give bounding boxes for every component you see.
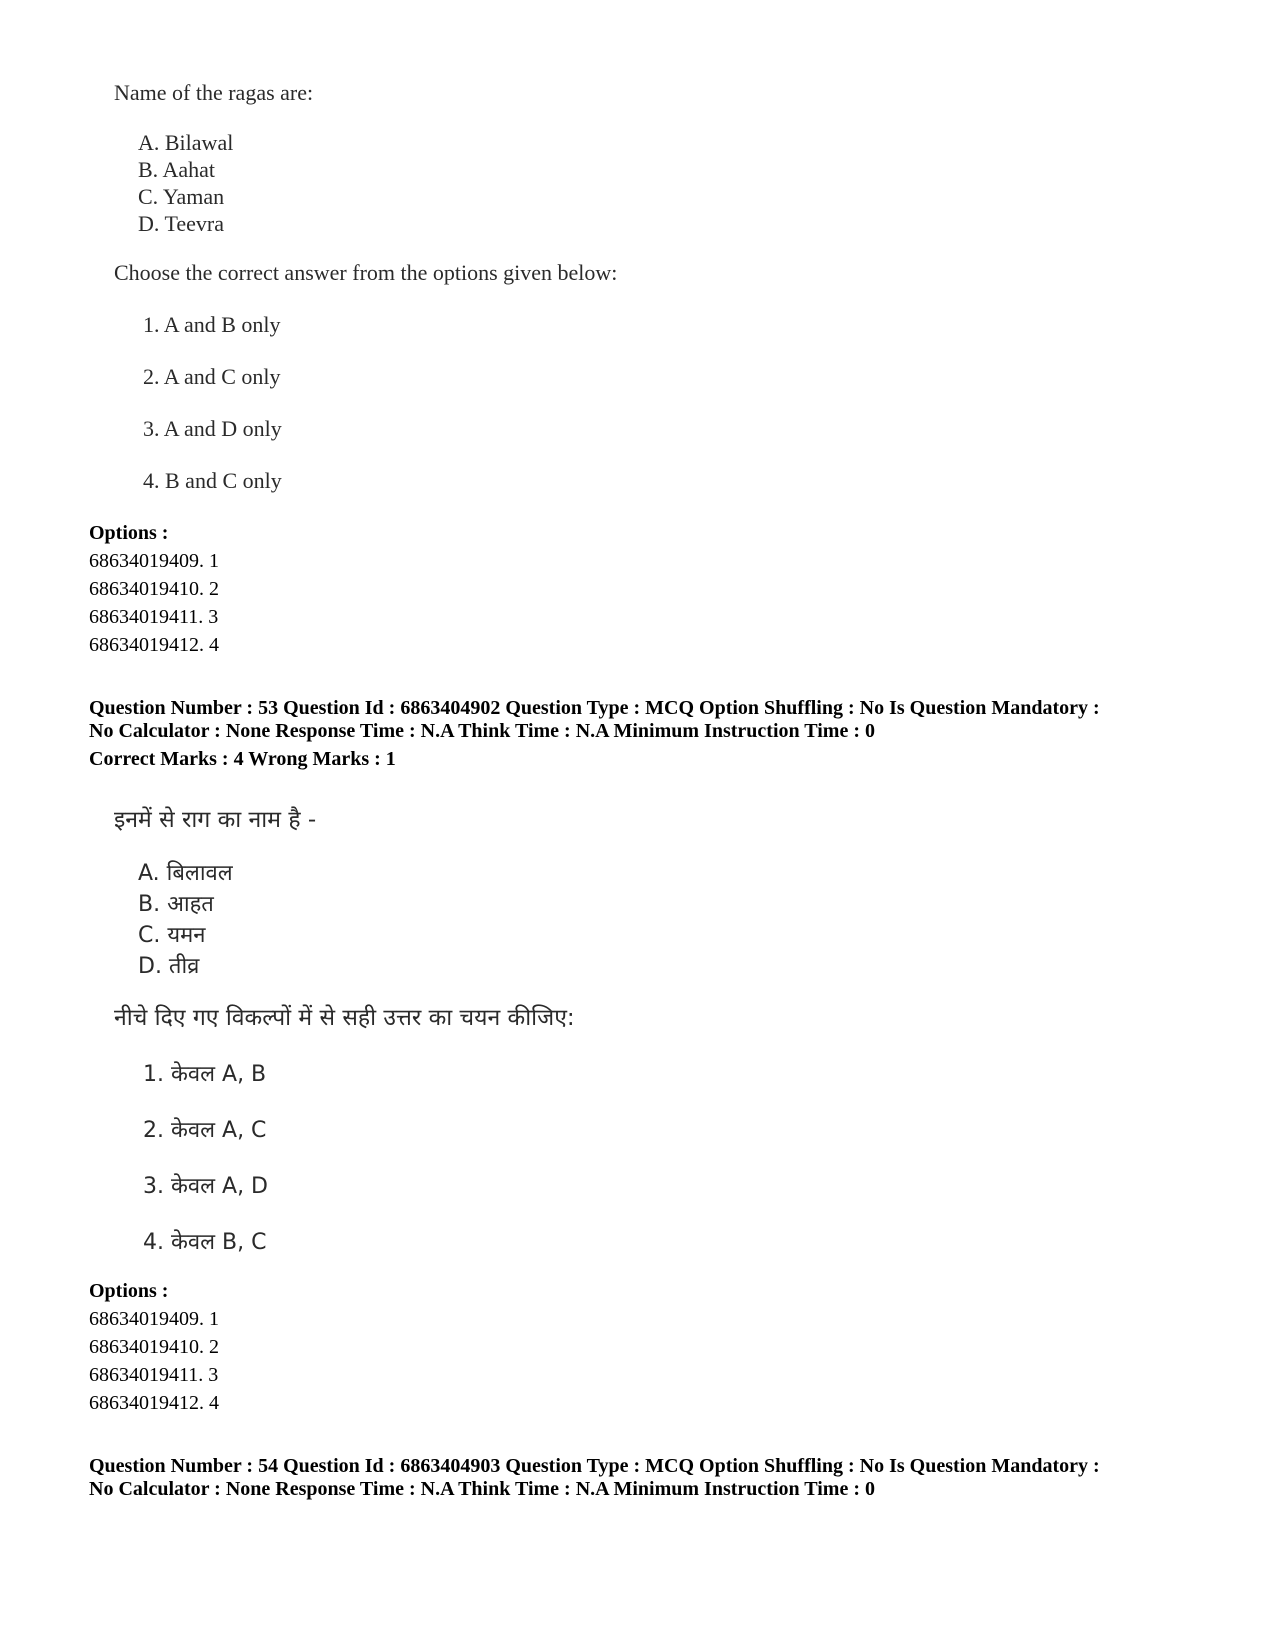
choice-2: 2. A and C only bbox=[143, 364, 281, 389]
option-row: 68634019411. 3 bbox=[89, 606, 219, 628]
option-row: 68634019409. 1 bbox=[89, 1308, 219, 1330]
question-marks: Correct Marks : 4 Wrong Marks : 1 bbox=[89, 748, 396, 770]
options-heading: Options : bbox=[89, 1280, 169, 1302]
choice-3-hindi: 3. केवल A, D bbox=[143, 1174, 268, 1199]
option-row: 68634019409. 1 bbox=[89, 550, 219, 572]
question-meta-line-1: Question Number : 54 Question Id : 6863404903 Question Type : MCQ Option Shuffling : No Is Question Mandatory : bbox=[89, 1455, 1100, 1477]
raga-item-d: D. Teevra bbox=[138, 211, 225, 236]
option-row: 68634019412. 4 bbox=[89, 634, 219, 656]
choice-2-hindi: 2. केवल A, C bbox=[143, 1118, 267, 1143]
option-row: 68634019410. 2 bbox=[89, 1336, 219, 1358]
instruction-hindi: नीचे दिए गए विकल्पों में से सही उत्तर का चयन कीजिए: bbox=[114, 1005, 575, 1031]
question-meta-line-1: Question Number : 53 Question Id : 6863404902 Question Type : MCQ Option Shuffling : No Is Question Mandatory : bbox=[89, 697, 1100, 719]
instruction-english: Choose the correct answer from the options given below: bbox=[114, 260, 618, 285]
option-row: 68634019410. 2 bbox=[89, 578, 219, 600]
raga-item-c-hindi: C. यमन bbox=[138, 923, 206, 948]
raga-item-d-hindi: D. तीव्र bbox=[138, 954, 200, 979]
choice-1: 1. A and B only bbox=[143, 312, 281, 337]
choice-1-hindi: 1. केवल A, B bbox=[143, 1062, 267, 1087]
raga-item-c: C. Yaman bbox=[138, 184, 225, 209]
question-meta-line-2: No Calculator : None Response Time : N.A Think Time : N.A Minimum Instruction Time : 0 bbox=[89, 720, 875, 742]
options-heading: Options : bbox=[89, 522, 169, 544]
raga-item-b: B. Aahat bbox=[138, 157, 215, 182]
question-prompt-english: Name of the ragas are: bbox=[114, 80, 314, 105]
choice-3: 3. A and D only bbox=[143, 416, 282, 441]
raga-item-a-hindi: A. बिलावल bbox=[138, 861, 233, 886]
raga-item-a: A. Bilawal bbox=[138, 130, 234, 155]
choice-4-hindi: 4. केवल B, C bbox=[143, 1230, 267, 1255]
choice-4: 4. B and C only bbox=[143, 468, 282, 493]
option-row: 68634019411. 3 bbox=[89, 1364, 219, 1386]
option-row: 68634019412. 4 bbox=[89, 1392, 219, 1414]
raga-item-b-hindi: B. आहत bbox=[138, 892, 214, 917]
question-prompt-hindi: इनमें से राग का नाम है - bbox=[114, 807, 317, 833]
question-meta-line-2: No Calculator : None Response Time : N.A Think Time : N.A Minimum Instruction Time : 0 bbox=[89, 1478, 875, 1500]
